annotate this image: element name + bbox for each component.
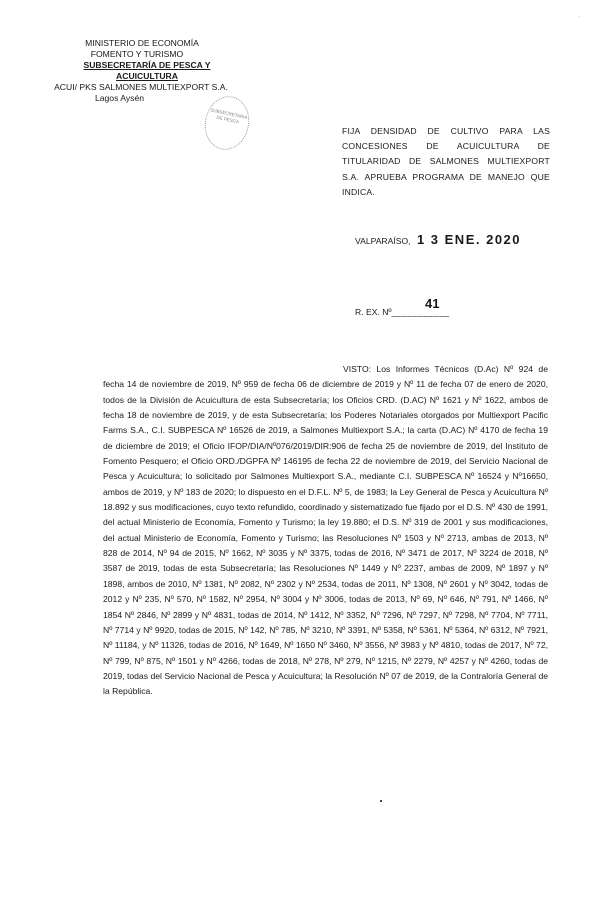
region-label: Lagos Aysén bbox=[94, 93, 145, 103]
page-corner-mark: · bbox=[578, 14, 580, 20]
scan-speck bbox=[380, 800, 382, 802]
subsecretariat-name: SUBSECRETARÍA DE PESCA Y ACUICULTURA bbox=[83, 60, 211, 81]
ministry-name: MINISTERIO DE ECONOMÍA bbox=[85, 38, 199, 48]
date-line bbox=[355, 232, 521, 247]
file-reference: ACUI/ PKS SALMONES MULTIEXPORT S.A. bbox=[54, 82, 228, 92]
stamp-text: SUBSECRETARIA DE PESCA bbox=[210, 107, 248, 125]
resolution-title: FIJA DENSIDAD DE CULTIVO PARA LAS CONCESIONES DE ACUICULTURA DE TITULARIDAD DE SALMONES MULTIEXPORT S.A. APRUEBA PROGRAMA DE MANEJO QUE INDICA. bbox=[342, 126, 550, 197]
date-stamp: 1 3 ENE. 2020 bbox=[416, 232, 522, 247]
resolution-label-line bbox=[355, 307, 450, 317]
resolution-label: R. EX. Nº bbox=[355, 307, 392, 317]
resolution-number: 41 bbox=[425, 296, 440, 311]
visto-paragraph: VISTO: Los Informes Técnicos (D.Ac) Nº 924 de fecha 14 de noviembre de 2019, Nº 959 de fecha 06 de diciembre de 2019 y Nº 11 de fecha 07 de enero de 2020, todos de la División de Acuicultura de esta Subsecretaría; los Oficios CRD. (D.AC) Nº 1621 y Nº 1622, ambos de fecha 18 de noviembre de 2019, y de esta Subsecretaría; los Poderes Notariales otorgados por Multiexport Pacific Farms S.A., C.I. SUBPESCA Nº 16526 de 2019, a Salmones Multiexport S.A.; la carta (D.AC) Nº 4170 de fecha 19 de diciembre de 2019; el Oficio IFOP/DIA/Nº076/2019/DIR:906 de fecha 25 de noviembre de 2019, del Instituto de Fomento Pesquero; el Oficio ORD./DGPFA Nº 146195 de fecha 22 de noviembre de 2019, del Servicio Nacional de Pesca y Acuicultura; lo solicitado por Salmones Multiexport S.A., mediante C.I. SUBPESCA Nº 16524 y Nº16650, ambos de 2019, y Nº 183 de 2020; lo dispuesto en el D.F.L. Nº 5, de 1983; la Ley General de Pesca y Acuicultura Nº 18.892 y sus modificaciones, cuyo texto refundido, coordinado y sistematizado fue fijado por el D.S. Nº 430 de 1991, del actual Ministerio de Economía, Fomento y Turismo; la ley 19.880; el D.S. Nº 319 de 2001 y sus modificaciones, del actual Ministerio de Economía, Fomento y Turismo; las Resoluciones Nº 1503 y Nº 2713, ambas de 2013, Nº 828 de 2014, Nº 94 de 2015, Nº 1662, Nº 3035 y Nº 3375, todas de 2016, Nº 3471 de 2017, Nº 3224 de 2018, Nº 3587 de 2019, todas de esta Subsecretaría; las Resoluciones Nº 1449 y Nº 2237, ambas de 2009, Nº 1897 y Nº 1898, ambos de 2010, Nº 1381, Nº 2082, Nº 2302 y Nº 2534, todas de 2011, Nº 1308, Nº 2601 y Nº 3042, todas de 2012 y Nº 235, Nº 570, Nº 1582, Nº 2954, Nº 3004 y Nº 3006, todas de 2013, Nº 69, Nº 646, Nº 791, Nº 1466, Nº 1854 Nº 2846, Nº 2899 y Nº 4831, todas de 2014, Nº 1412, Nº 3352, Nº 7296, Nº 7297, Nº 7298, Nº 7704, Nº 7711, Nº 7714 y Nº 9920, todas de 2015, Nº 142, Nº 785, Nº 3210, Nº 3391, Nº 5358, Nº 5361, Nº 5364, Nº 6312, Nº 7921, Nº 11184, y Nº 11326, todas de 2016, Nº 1649, Nº 1650 Nº 3460, Nº 3556, Nº 3983 y Nº 4810, todas de 2017, Nº 72, Nº 799, Nº 875, Nº 1501 y Nº 4266, todas de 2018, Nº 278, Nº 279, Nº 1215, Nº 2279, Nº 4257 y Nº 4260, todas de 2019, todas del Servicio Nacional de Pesca y Acuicultura; la Resolución Nº 07 de 2019, de la Contraloría General de la República. bbox=[103, 364, 548, 697]
letterhead bbox=[42, 38, 242, 104]
ministry-subtitle: FOMENTO Y TURISMO bbox=[90, 49, 184, 59]
resolution-blank: ___________ bbox=[391, 307, 450, 317]
date-place: VALPARAÍSO, bbox=[355, 236, 411, 246]
